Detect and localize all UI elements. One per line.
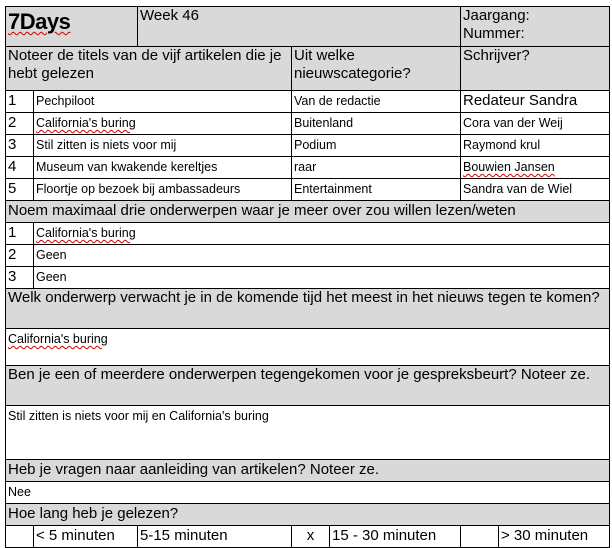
worksheet-table [5,6,610,548]
duration-label-5-15: 5-15 minuten [138,526,292,548]
articles-writer-header: Schrijver? [461,47,610,91]
articles-category-header: Uit welke nieuwscategorie? [292,47,461,91]
article-number: 5 [6,179,34,201]
article-category-field[interactable] [292,135,461,157]
article-writer-field[interactable] [461,157,610,179]
article-writer: Sandra van de Wiel [463,182,573,196]
expect-answer: California's buring [8,332,108,346]
article-number: 2 [6,113,34,135]
duration-options-row [6,526,610,548]
topic-number: 3 [6,267,34,289]
article-category-field[interactable] [292,113,461,135]
article-row [6,91,610,113]
duration-question: Hoe lang heb je gelezen? [6,504,610,526]
article-writer-field[interactable] [461,113,610,135]
article-category: Buitenland [294,116,354,130]
article-category-field[interactable] [292,91,461,113]
topic-value: California's buring [36,226,136,240]
topic-row [6,245,610,267]
article-number: 1 [6,91,34,113]
article-writer: Raymond krul [463,138,541,152]
topic-row [6,223,610,245]
article-title-field[interactable] [34,157,292,179]
article-title-field[interactable] [34,113,292,135]
article-number: 4 [6,157,34,179]
article-category: Van de redactie [294,94,381,108]
article-number: 3 [6,135,34,157]
article-category-field[interactable] [292,179,461,201]
article-writer: Cora van der Weij [463,116,563,130]
article-title: Pechpiloot [36,94,95,108]
article-writer-field[interactable] [461,135,610,157]
article-writer: Redateur Sandra [463,92,578,109]
article-title: Stil zitten is niets voor mij [36,138,177,152]
article-title: Floortje op bezoek bij ambassadeurs [36,182,241,196]
topic-field[interactable] [34,245,610,267]
questions-answer-field[interactable] [6,482,610,504]
topic-value: Geen [36,248,67,262]
article-writer-field[interactable] [461,91,610,113]
article-row [6,157,610,179]
presentation-answer: Stil zitten is niets voor mij en California's buring [8,409,269,423]
topic-field[interactable] [34,267,610,289]
presentation-question: Ben je een of meerdere onderwerpen tegengekomen voor je gespreksbeurt? Noteer ze. [6,366,610,406]
topic-field[interactable] [34,223,610,245]
article-writer-field[interactable] [461,179,610,201]
title-cell [6,7,138,47]
duration-checkbox-5-15[interactable]: x [292,526,330,548]
duration-checkbox-15-30[interactable] [461,526,499,548]
article-title-field[interactable] [34,135,292,157]
article-category-field[interactable] [292,157,461,179]
week-label: Week 46 [140,7,199,24]
article-title: California's buring [36,116,136,130]
expect-answer-field[interactable] [6,329,610,366]
article-category: Entertainment [294,182,372,196]
article-row [6,113,610,135]
presentation-answer-field[interactable] [6,406,610,460]
week-cell [138,7,461,47]
nummer-label: Nummer: [463,25,525,42]
article-row [6,179,610,201]
questions-question: Heb je vragen naar aanleiding van artikelen? Noteer ze. [6,460,610,482]
topic-value: Geen [36,270,67,284]
duration-label-lt5: < 5 minuten [34,526,138,548]
topics-question: Noem maximaal drie onderwerpen waar je meer over zou willen lezen/weten [6,201,610,223]
jaargang-label: Jaargang: [463,7,530,24]
edition-cell [461,7,610,47]
article-title-field[interactable] [34,179,292,201]
expect-question: Welk onderwerp verwacht je in de komende tijd het meest in het nieuws tegen te komen? [6,289,610,329]
article-writer: Bouwien Jansen [463,160,555,174]
topic-row [6,267,610,289]
duration-checkbox-lt5[interactable] [6,526,34,548]
article-title: Museum van kwakende kereltjes [36,160,218,174]
questions-answer: Nee [8,485,31,499]
duration-label-gt30: > 30 minuten [499,526,610,548]
topic-number: 1 [6,223,34,245]
page-title: 7Days [8,9,71,34]
article-category: raar [294,160,317,174]
duration-label-15-30: 15 - 30 minuten [330,526,461,548]
article-category: Podium [294,138,337,152]
topic-number: 2 [6,245,34,267]
article-title-field[interactable] [34,91,292,113]
articles-titles-header: Noteer de titels van de vijf artikelen die je hebt gelezen [6,47,292,91]
article-row [6,135,610,157]
